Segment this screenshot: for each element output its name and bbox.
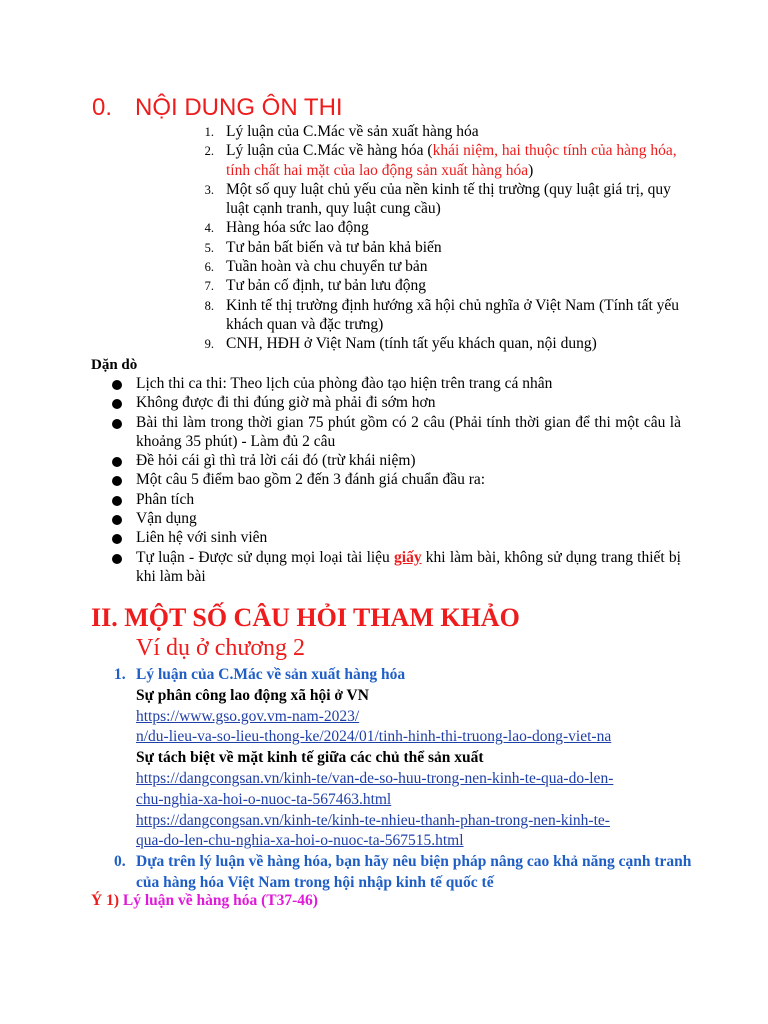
bullet-text: Không được đi thi đúng giờ mà phải đi sớm hơn bbox=[136, 394, 436, 412]
item-number: 9. bbox=[204, 337, 214, 352]
question-number: 1. bbox=[114, 666, 126, 683]
list-item bbox=[0, 122, 768, 141]
bullet-icon bbox=[112, 554, 122, 564]
question-number: 0. bbox=[114, 853, 126, 871]
list-item bbox=[0, 257, 768, 276]
bullet-text: Một câu 5 điểm bao gồm 2 đến 3 đánh giá chuẩn đầu ra: bbox=[136, 471, 486, 489]
bullet-item bbox=[0, 413, 768, 452]
item-text: CNH, HĐH ở Việt Nam (tính tất yếu khách quan, nội dung) bbox=[226, 335, 597, 353]
question-list bbox=[0, 665, 768, 894]
bullet-icon bbox=[112, 496, 122, 506]
bullet-text: Phân tích bbox=[136, 490, 195, 508]
reference-link[interactable]: chu-nghia-xa-hoi-o-nuoc-ta-567463.html bbox=[136, 790, 392, 808]
item-number: 4. bbox=[204, 221, 214, 236]
item-number: 3. bbox=[204, 182, 214, 197]
question-title: Lý luận của C.Mác về sản xuất hàng hóa bbox=[136, 666, 406, 683]
bullet-icon bbox=[112, 476, 122, 486]
bullet-list bbox=[0, 374, 768, 586]
section-subtitle: Ví dụ ở chương 2 bbox=[136, 635, 306, 661]
y1-text: Lý luận về hàng hóa (T37-46) bbox=[118, 892, 318, 909]
bullet-item bbox=[0, 490, 768, 509]
list-item bbox=[0, 180, 768, 219]
bullet-icon bbox=[112, 419, 122, 429]
item-text: Kinh tế thị trường định hướng xã hội chủ nghĩa ở Việt Nam (Tính tất yếu khách quan và đặc trưng) bbox=[226, 296, 680, 333]
heading-number: 0. bbox=[92, 94, 113, 121]
bullet-item bbox=[0, 470, 768, 489]
reference-link[interactable]: https://www.gso.gov.vm-nam-2023/ bbox=[136, 707, 360, 725]
bullet-item bbox=[0, 548, 768, 587]
item-text-tail: ) bbox=[528, 161, 534, 179]
item-text: Hàng hóa sức lao động bbox=[226, 219, 369, 237]
reference-link[interactable]: https://dangcongsan.vn/kinh-te/van-de-so-huu-trong-nen-kinh-te-qua-do-len- bbox=[136, 769, 614, 787]
reference-link[interactable]: qua-do-len-chu-nghia-xa-hoi-o-nuoc-ta-567515.html bbox=[136, 832, 464, 850]
item-text: Một số quy luật chủ yếu của nền kinh tế thị trường (quy luật giá trị, quy luật cạnh tranh, quy luật cung cầu) bbox=[226, 180, 671, 218]
bullet-item bbox=[0, 509, 768, 528]
section-heading-0 bbox=[92, 93, 343, 123]
item-text: Tuần hoàn và chu chuyển tư bản bbox=[226, 258, 428, 276]
bullet-item bbox=[0, 374, 768, 393]
bullet-icon bbox=[112, 380, 122, 390]
bullet-text: Bài thi làm trong thời gian 75 phút gồm có 2 câu (Phải tính thời gian để thi một câu là khoảng 35 phút) - Làm đủ 2 câu bbox=[136, 413, 681, 450]
question-item bbox=[0, 665, 768, 852]
item-number: 2. bbox=[204, 144, 214, 159]
question-title: Dựa trên lý luận về hàng hóa, bạn hãy nêu biện pháp nâng cao khả năng cạnh tranh của hàng hóa Việt Nam trong hội nhập kinh tế quốc tế bbox=[136, 853, 692, 891]
item-text: Tư bản bất biến và tư bản khả biến bbox=[226, 238, 442, 256]
bullet-text: Vận dụng bbox=[136, 510, 197, 528]
bullet-icon bbox=[112, 457, 122, 467]
y1-prefix: Ý 1) bbox=[91, 892, 119, 909]
item-number: 8. bbox=[204, 298, 214, 313]
item-number: 6. bbox=[204, 260, 214, 275]
bullet-icon bbox=[112, 399, 122, 409]
topic-list bbox=[0, 122, 768, 354]
item-text-main: Lý luận của C.Mác về hàng hóa ( bbox=[226, 142, 433, 160]
question-body bbox=[136, 665, 711, 852]
question-subheading: Sự tách biệt về mặt kinh tế giữa các chủ thể sản xuất bbox=[136, 749, 484, 767]
bullet-item bbox=[0, 528, 768, 547]
list-item bbox=[0, 334, 768, 353]
list-item bbox=[0, 276, 768, 295]
section-heading-2: II. MỘT SỐ CÂU HỎI THAM KHẢO bbox=[91, 603, 520, 632]
bullet-text: Đề hỏi cái gì thì trả lời cái đó (trừ khái niệm) bbox=[136, 452, 416, 470]
heading-text: NỘI DUNG ÔN THI bbox=[135, 94, 343, 121]
bullet-text bbox=[136, 548, 681, 587]
item-text-highlight: khái niệm, hai thuộc tính của hàng hóa, tính chất hai mặt của lao động sản xuất hàng hóa bbox=[226, 142, 677, 179]
item-number: 5. bbox=[204, 240, 214, 255]
list-item bbox=[0, 218, 768, 237]
highlight-word: giấy bbox=[394, 548, 422, 566]
item-text: Tư bản cố định, tư bản lưu động bbox=[226, 277, 426, 295]
question-item bbox=[0, 852, 768, 894]
bullet-icon bbox=[112, 534, 122, 544]
item-number: 1. bbox=[204, 125, 214, 139]
reference-link[interactable]: n/du-lieu-va-so-lieu-thong-ke/2024/01/tinh-hinh-thi-truong-lao-dong-viet-na bbox=[136, 728, 612, 746]
bullet-text: Lịch thi ca thi: Theo lịch của phòng đào tạo hiện trên trang cá nhân bbox=[136, 375, 553, 392]
reference-link[interactable]: https://dangcongsan.vn/kinh-te/kinh-te-nhieu-thanh-phan-trong-nen-kinh-te- bbox=[136, 811, 610, 829]
bullet-text-main: Tự luận - Được sử dụng mọi loại tài liệu bbox=[136, 548, 395, 566]
y1-heading bbox=[91, 891, 318, 911]
list-item bbox=[0, 296, 768, 335]
bullet-icon bbox=[112, 515, 122, 525]
item-text bbox=[226, 141, 681, 180]
bullet-text-tail: khi làm bài, không sử dụng trang thiết bị khi làm bài bbox=[136, 548, 681, 585]
bullet-item bbox=[0, 451, 768, 470]
item-text: Lý luận của C.Mác về sản xuất hàng hóa bbox=[226, 123, 479, 140]
list-item bbox=[0, 238, 768, 257]
question-subheading: Sự phân công lao động xã hội ở VN bbox=[136, 686, 369, 704]
bullet-item bbox=[0, 393, 768, 412]
list-item bbox=[0, 141, 768, 180]
bullet-text: Liên hệ với sinh viên bbox=[136, 529, 268, 547]
item-number: 7. bbox=[204, 279, 214, 294]
dan-do-heading: Dặn dò bbox=[91, 357, 138, 373]
